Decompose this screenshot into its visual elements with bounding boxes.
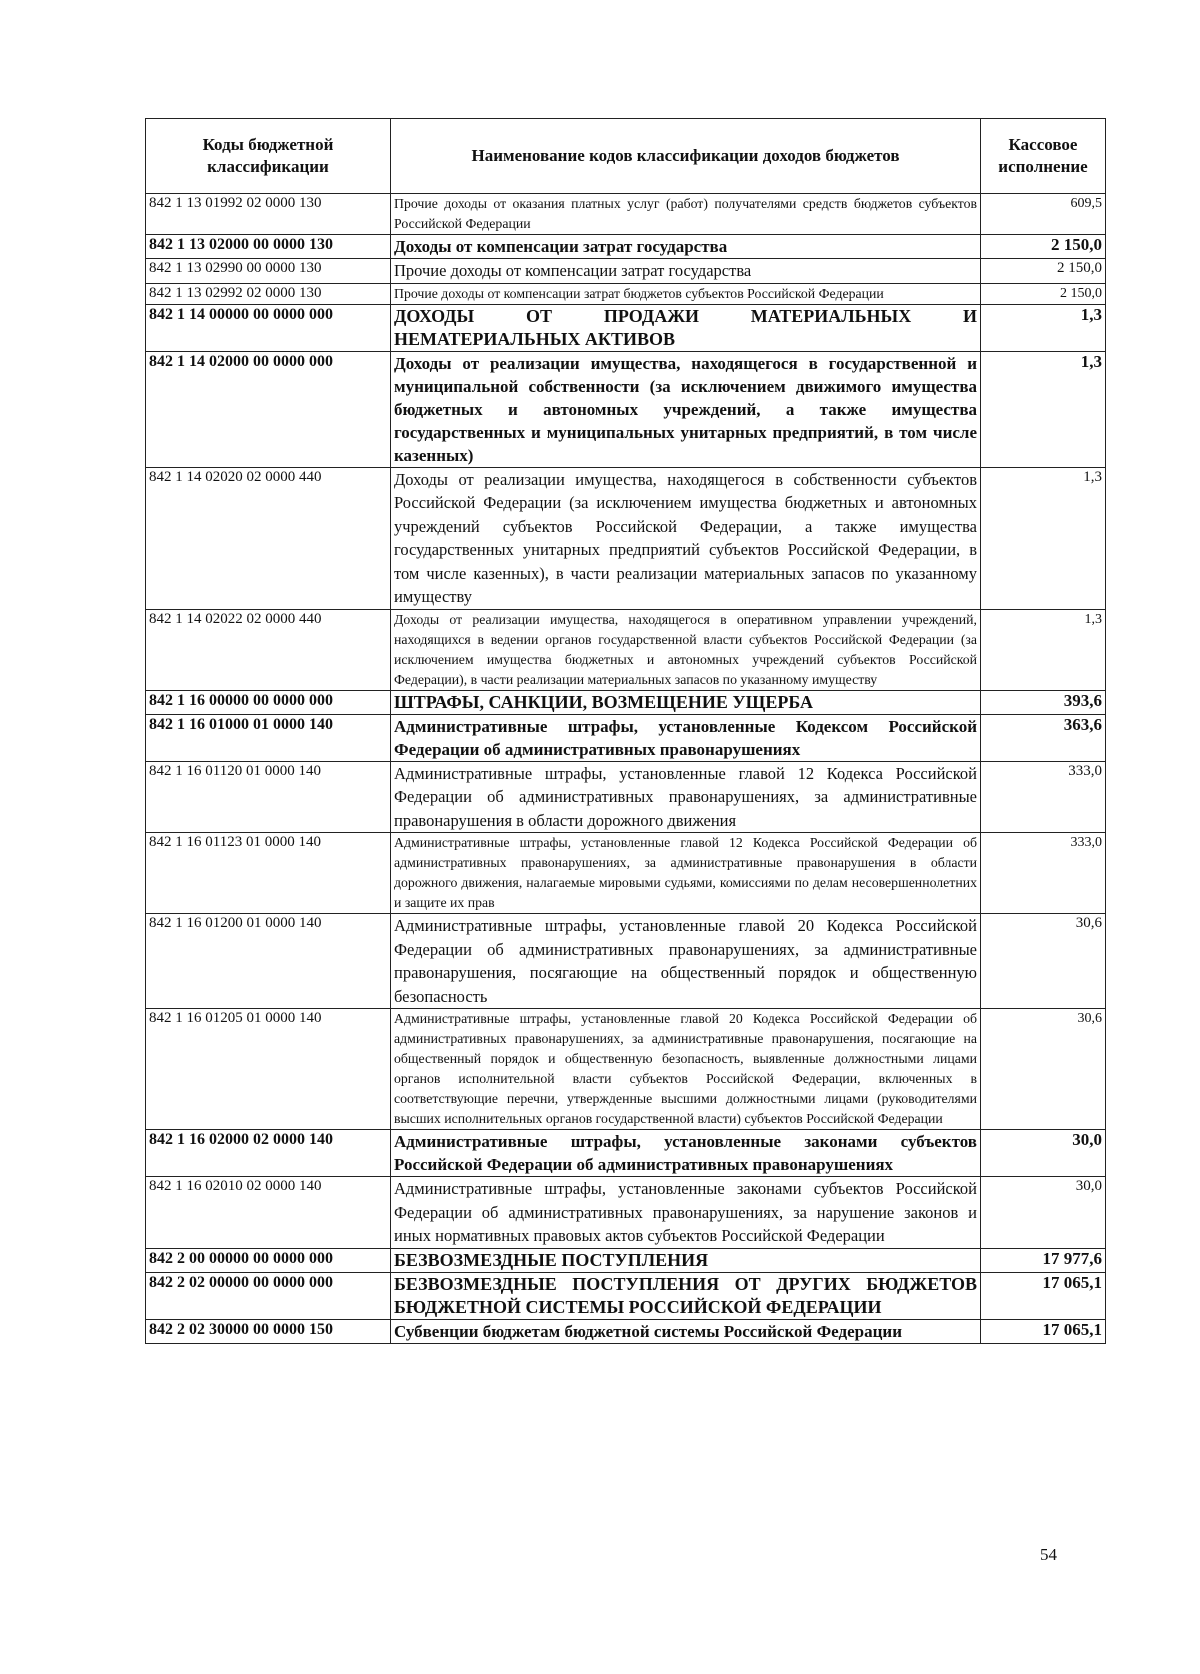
header-amount: Кассовое исполнение: [981, 119, 1106, 194]
row-name: Прочие доходы от компенсации затрат бюджетов субъектов Российской Федерации: [391, 283, 981, 304]
table-row: [146, 1248, 1106, 1272]
table-row: [146, 194, 1106, 235]
row-amount: 609,5: [981, 194, 1106, 235]
row-code: 842 1 16 02000 02 0000 140: [146, 1130, 391, 1177]
row-amount: 393,6: [981, 690, 1106, 714]
row-name: БЕЗВОЗМЕЗДНЫЕ ПОСТУПЛЕНИЯ ОТ ДРУГИХ БЮДЖЕТОВ БЮДЖЕТНОЙ СИСТЕМЫ РОССИЙСКОЙ ФЕДЕРАЦИИ: [391, 1272, 981, 1319]
table-row: [146, 1177, 1106, 1249]
row-amount: 363,6: [981, 714, 1106, 761]
row-amount: 333,0: [981, 833, 1106, 914]
row-name: Прочие доходы от компенсации затрат государства: [391, 259, 981, 284]
row-name: Административные штрафы, установленные главой 20 Кодекса Российской Федерации об административных правонарушениях, за административные правонарушения, посягающие на общественный порядок и общественную безопасность, выявленные должностными лицами органов исполнительной власти субъектов Российской Федерации, включенных в соответствующие перечни, утвержденные высшими должностными лицами (руководителями высших исполнительных органов государственной власти) субъектов Российской Федерации: [391, 1009, 981, 1130]
table-row: [146, 259, 1106, 284]
row-name: Административные штрафы, установленные законами субъектов Российской Федерации об административных правонарушениях: [391, 1130, 981, 1177]
table-row: [146, 283, 1106, 304]
row-code: 842 1 16 01205 01 0000 140: [146, 1009, 391, 1130]
header-name: Наименование кодов классификации доходов бюджетов: [391, 119, 981, 194]
row-code: 842 2 00 00000 00 0000 000: [146, 1248, 391, 1272]
row-amount: 17 977,6: [981, 1248, 1106, 1272]
row-amount: 1,3: [981, 467, 1106, 609]
page-number: 54: [1040, 1545, 1057, 1564]
table-row: [146, 1272, 1106, 1319]
row-name: Административные штрафы, установленные главой 12 Кодекса Российской Федерации об административных правонарушениях, за административные правонарушения в области дорожного движения: [391, 761, 981, 833]
table-row: [146, 1009, 1106, 1130]
row-code: 842 1 14 02022 02 0000 440: [146, 609, 391, 690]
row-code: 842 1 13 02000 00 0000 130: [146, 235, 391, 259]
table-row: [146, 235, 1106, 259]
row-amount: 1,3: [981, 609, 1106, 690]
row-code: 842 1 13 01992 02 0000 130: [146, 194, 391, 235]
table-row: [146, 690, 1106, 714]
budget-classification-table: [145, 118, 1106, 1344]
row-amount: 30,6: [981, 1009, 1106, 1130]
row-name: Субвенции бюджетам бюджетной системы Российской Федерации: [391, 1319, 981, 1343]
row-code: 842 1 16 00000 00 0000 000: [146, 690, 391, 714]
row-name: БЕЗВОЗМЕЗДНЫЕ ПОСТУПЛЕНИЯ: [391, 1248, 981, 1272]
row-name: Прочие доходы от оказания платных услуг (работ) получателями средств бюджетов субъектов Российской Федерации: [391, 194, 981, 235]
table-body: [146, 194, 1106, 1344]
row-code: 842 2 02 30000 00 0000 150: [146, 1319, 391, 1343]
row-amount: 30,0: [981, 1130, 1106, 1177]
row-code: 842 1 16 01000 01 0000 140: [146, 714, 391, 761]
row-amount: 17 065,1: [981, 1319, 1106, 1343]
row-amount: 2 150,0: [981, 283, 1106, 304]
table-row: [146, 1130, 1106, 1177]
row-code: 842 1 14 02000 00 0000 000: [146, 351, 391, 467]
row-name: Доходы от реализации имущества, находящегося в оперативном управлении учреждений, находящихся в ведении органов государственной власти субъектов Российской Федерации (за исключением имущества бюджетных и автономных учреждений субъектов Российской Федерации), в части реализации материальных запасов по указанному имуществу: [391, 609, 981, 690]
table-row: [146, 467, 1106, 609]
row-name: Административные штрафы, установленные законами субъектов Российской Федерации об административных правонарушениях, за нарушение законов и иных нормативных правовых актов субъектов Российской Федерации: [391, 1177, 981, 1249]
table-row: [146, 304, 1106, 351]
row-amount: 2 150,0: [981, 259, 1106, 284]
row-name: Административные штрафы, установленные главой 12 Кодекса Российской Федерации об административных правонарушениях, за административные правонарушения в области дорожного движения, налагаемые мировыми судьями, комиссиями по делам несовершеннолетних и защите их прав: [391, 833, 981, 914]
row-amount: 333,0: [981, 761, 1106, 833]
row-code: 842 1 14 00000 00 0000 000: [146, 304, 391, 351]
row-code: 842 1 13 02992 02 0000 130: [146, 283, 391, 304]
row-code: 842 2 02 00000 00 0000 000: [146, 1272, 391, 1319]
row-name: Административные штрафы, установленные главой 20 Кодекса Российской Федерации об административных правонарушениях, за административные правонарушения, посягающие на общественный порядок и общественную безопасность: [391, 914, 981, 1009]
row-name: ДОХОДЫ ОТ ПРОДАЖИ МАТЕРИАЛЬНЫХ И НЕМАТЕРИАЛЬНЫХ АКТИВОВ: [391, 304, 981, 351]
table-row: [146, 1319, 1106, 1343]
row-name: Административные штрафы, установленные Кодексом Российской Федерации об административных правонарушениях: [391, 714, 981, 761]
table-row: [146, 761, 1106, 833]
row-amount: 2 150,0: [981, 235, 1106, 259]
row-amount: 1,3: [981, 304, 1106, 351]
table-row: [146, 833, 1106, 914]
row-code: 842 1 14 02020 02 0000 440: [146, 467, 391, 609]
row-amount: 17 065,1: [981, 1272, 1106, 1319]
table-row: [146, 914, 1106, 1009]
row-code: 842 1 16 01120 01 0000 140: [146, 761, 391, 833]
row-amount: 30,6: [981, 914, 1106, 1009]
row-name: Доходы от реализации имущества, находящегося в собственности субъектов Российской Федерации (за исключением имущества бюджетных и автономных учреждений субъектов Российской Федерации, а также имущества государственных унитарных предприятий субъектов Российской Федерации, в том числе казенных), в части реализации материальных запасов по указанному имуществу: [391, 467, 981, 609]
row-name: ШТРАФЫ, САНКЦИИ, ВОЗМЕЩЕНИЕ УЩЕРБА: [391, 690, 981, 714]
row-amount: 1,3: [981, 351, 1106, 467]
row-code: 842 1 13 02990 00 0000 130: [146, 259, 391, 284]
row-code: 842 1 16 01123 01 0000 140: [146, 833, 391, 914]
table-row: [146, 351, 1106, 467]
table-row: [146, 609, 1106, 690]
row-code: 842 1 16 02010 02 0000 140: [146, 1177, 391, 1249]
header-code: Коды бюджетной классификации: [146, 119, 391, 194]
row-name: Доходы от компенсации затрат государства: [391, 235, 981, 259]
row-code: 842 1 16 01200 01 0000 140: [146, 914, 391, 1009]
table-header-row: [146, 119, 1106, 194]
row-amount: 30,0: [981, 1177, 1106, 1249]
table-row: [146, 714, 1106, 761]
row-name: Доходы от реализации имущества, находящегося в государственной и муниципальной собственности (за исключением движимого имущества бюджетных и автономных учреждений, а также имущества государственных и муниципальных унитарных предприятий, в том числе казенных): [391, 351, 981, 467]
